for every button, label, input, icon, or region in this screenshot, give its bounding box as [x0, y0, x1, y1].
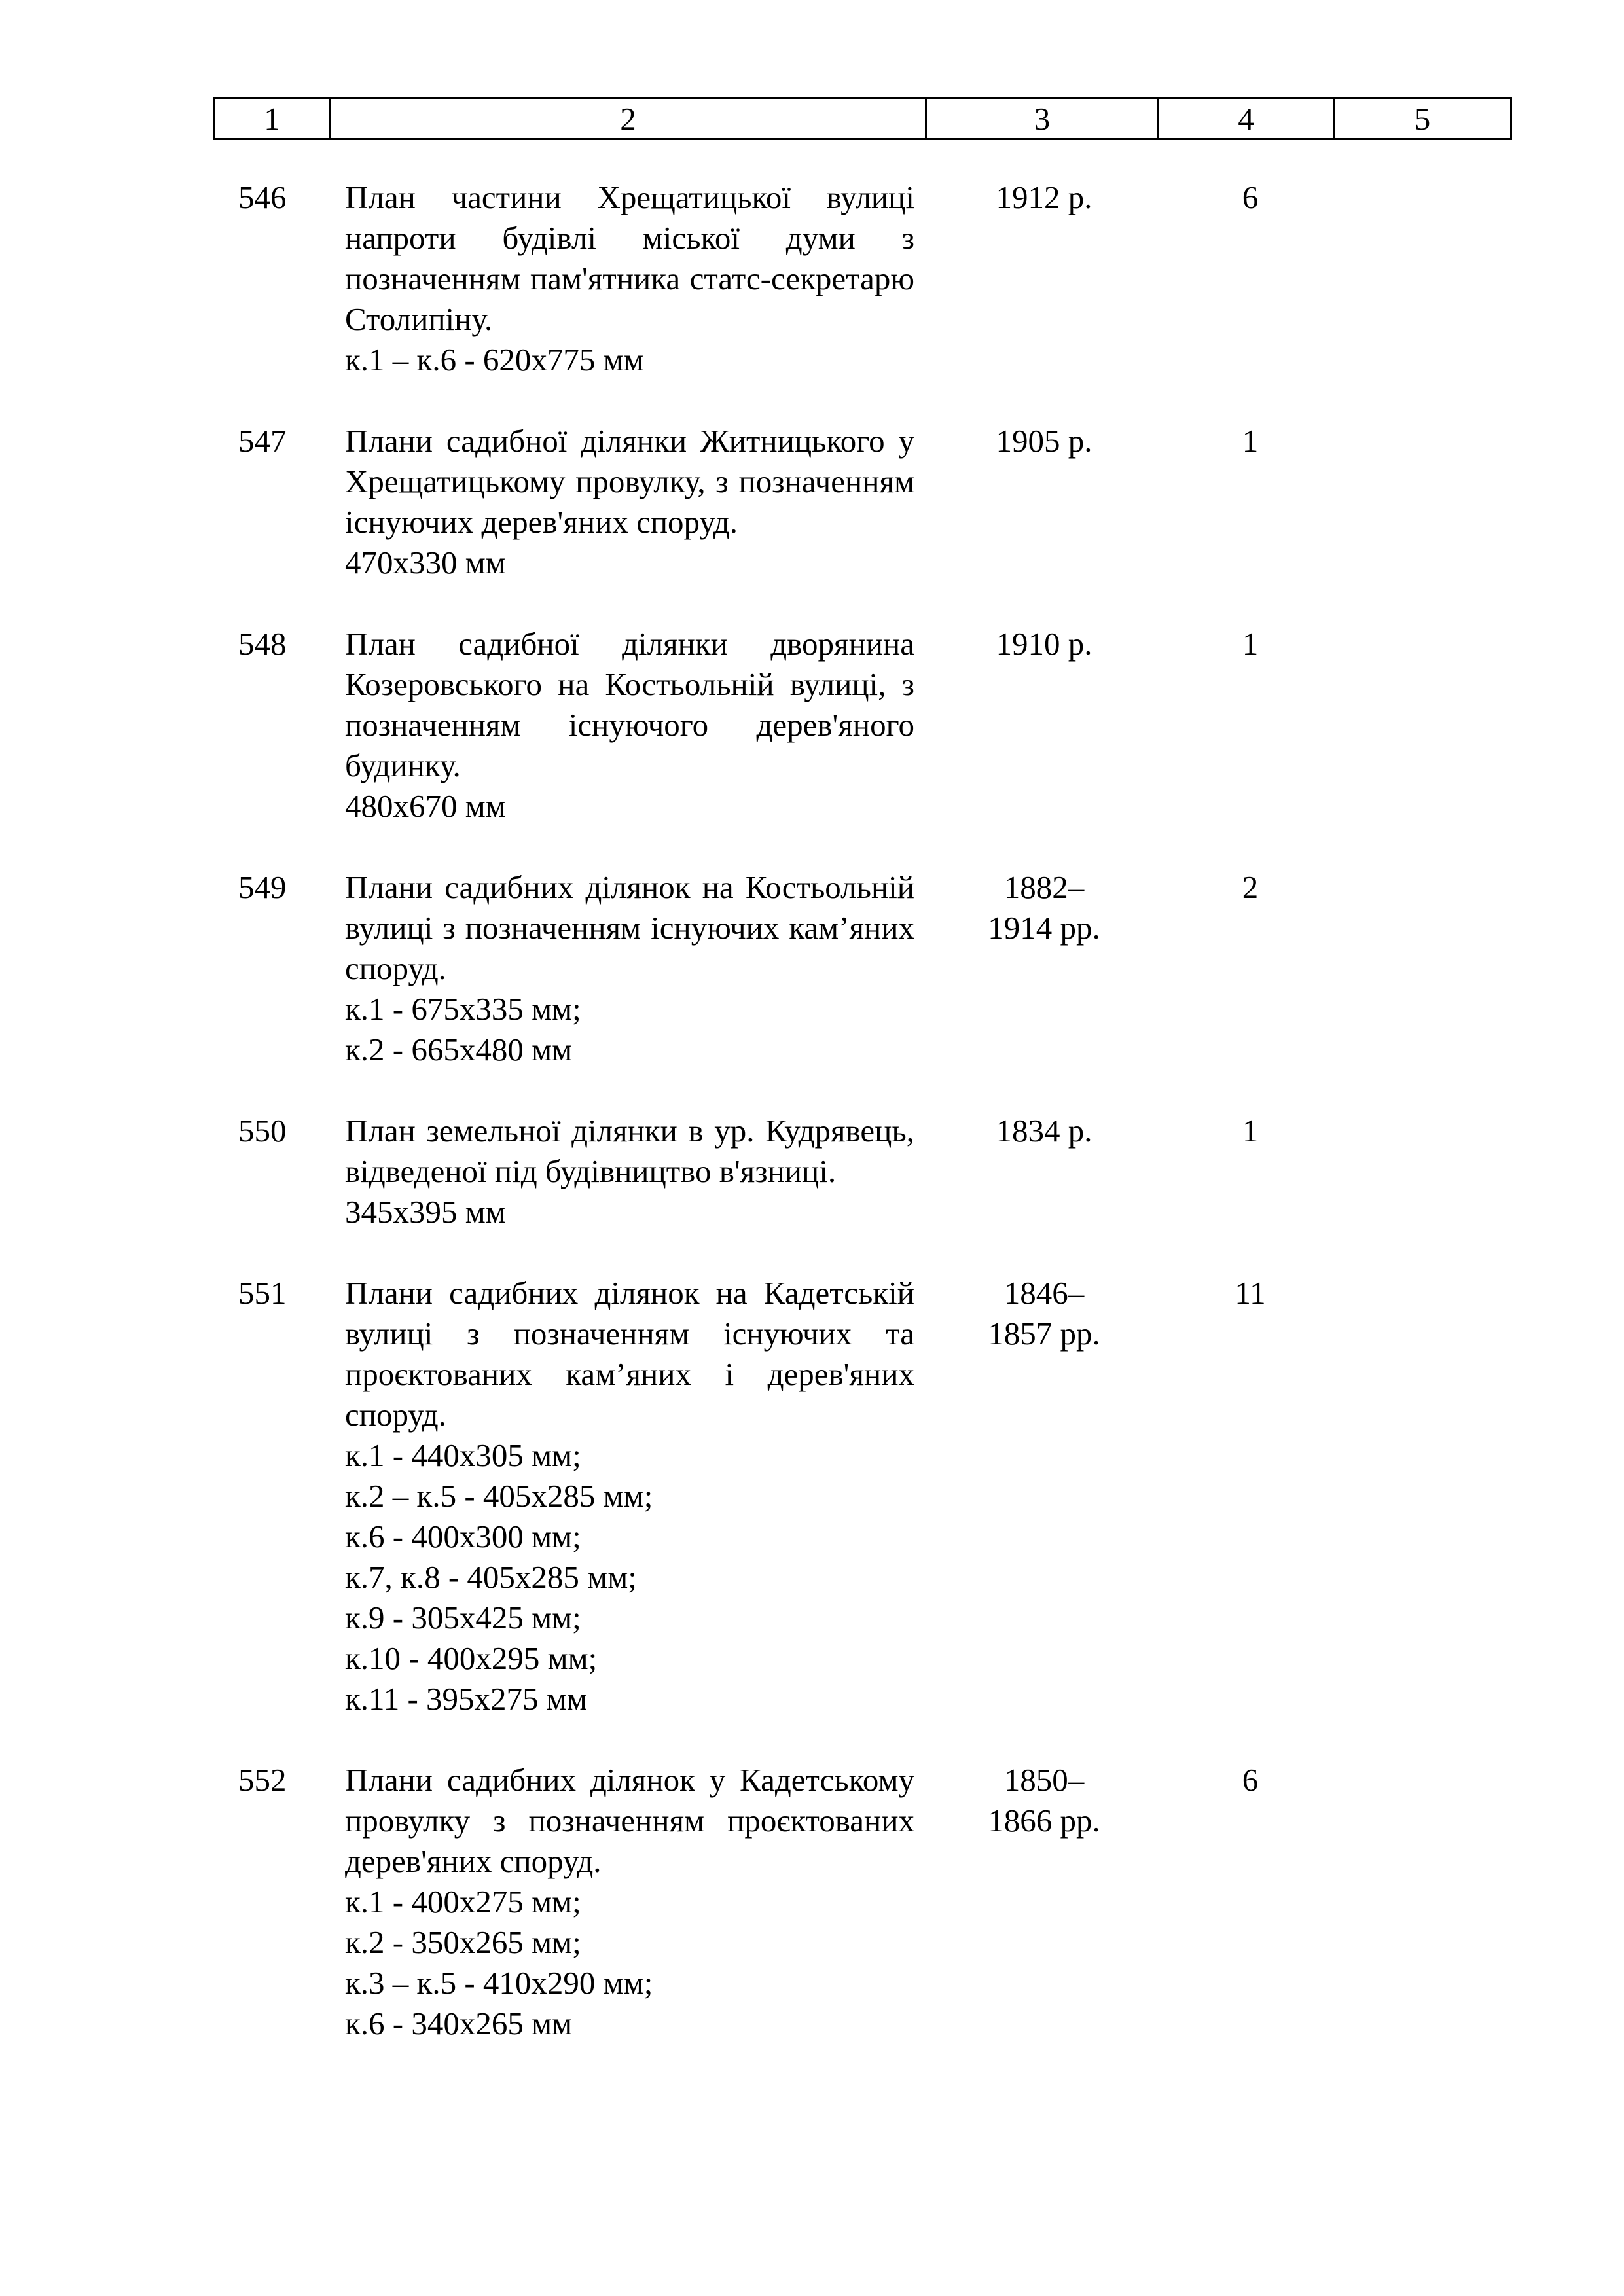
entry-description-block	[345, 867, 914, 1070]
entry-description-block	[345, 624, 914, 827]
entry-dimensions: к.9 - 305x425 мм;	[345, 1600, 581, 1636]
entry-dimensions: к.10 - 400x295 мм;	[345, 1640, 598, 1676]
entry-dimensions: 345x395 мм	[345, 1194, 506, 1230]
entry-date	[943, 624, 1146, 664]
entry-dimensions: к.1 – к.6 - 620x775 мм	[345, 342, 644, 378]
entry-dimensions: к.3 – к.5 - 410x290 мм;	[345, 1965, 653, 2001]
column-header-table	[213, 97, 1512, 140]
entry-sheet-count: 11	[1235, 1275, 1266, 1311]
entry-description-block	[345, 421, 914, 583]
entry-sheet-count: 1	[1242, 1113, 1259, 1149]
entry-sheet-count: 2	[1242, 869, 1259, 905]
entry-description-block	[345, 1273, 914, 1719]
entry-dimensions: к.1 - 440x305 мм;	[345, 1437, 581, 1473]
entry-description: Плани садибних ділянок у Кадетському провулку з позначенням проєктованих дерев'яних споруд.	[345, 1762, 914, 1879]
entry-date-line: 1834 р.	[996, 1113, 1092, 1149]
entry-date	[943, 867, 1146, 948]
entry-dimensions: к.7, к.8 - 405x285 мм;	[345, 1559, 637, 1595]
column-header-5: 5	[1334, 98, 1511, 139]
entry-date	[943, 1111, 1146, 1151]
catalog-entry	[0, 867, 1624, 1070]
entry-dimensions: к.2 - 350x265 мм;	[345, 1924, 581, 1960]
entry-number: 546	[238, 179, 287, 215]
entry-dimensions: к.6 - 340x265 мм	[345, 2005, 573, 2041]
entry-date	[943, 1760, 1146, 1841]
entry-description: Плани садибних ділянок на Кадетській вулиці з позначенням існуючих та проєктованих кам’яних і дерев'яних споруд.	[345, 1275, 914, 1433]
entry-description-block	[345, 1760, 914, 2044]
column-header-3: 3	[926, 98, 1159, 139]
column-header-2: 2	[331, 98, 926, 139]
entry-date	[943, 421, 1146, 461]
entry-number: 547	[238, 423, 287, 459]
entry-date-line: 1912 р.	[996, 179, 1092, 215]
entry-date	[943, 177, 1146, 218]
catalog-entry	[0, 624, 1624, 827]
entry-date-line: 1882–	[1003, 869, 1085, 905]
entry-dimensions: 470x330 мм	[345, 545, 506, 581]
catalog-entries	[0, 177, 1624, 2044]
entry-description: План земельної ділянки в ур. Кудрявець, відведеної під будівництво в'язниці.	[345, 1113, 914, 1189]
entry-date-line: 1846–	[1003, 1275, 1085, 1311]
catalog-entry	[0, 1760, 1624, 2044]
entry-dimensions: к.1 - 675x335 мм;	[345, 991, 581, 1027]
entry-dimensions: к.6 - 400x300 мм;	[345, 1518, 581, 1554]
entry-date	[943, 1273, 1146, 1354]
column-header-4: 4	[1159, 98, 1334, 139]
entry-number: 549	[238, 869, 287, 905]
catalog-entry	[0, 421, 1624, 583]
entry-description-block	[345, 177, 914, 380]
entry-date-line: 1857 рр.	[988, 1316, 1100, 1352]
entry-number: 550	[238, 1113, 287, 1149]
entry-dimensions: 480x670 мм	[345, 788, 506, 824]
entry-description: Плани садибних ділянок на Костьольній вулиці з позначенням існуючих кам’яних споруд.	[345, 869, 914, 986]
entry-number: 548	[238, 626, 287, 662]
catalog-entry	[0, 177, 1624, 380]
column-header-1: 1	[214, 98, 331, 139]
catalog-entry	[0, 1273, 1624, 1719]
entry-sheet-count: 6	[1242, 179, 1259, 215]
entry-sheet-count: 6	[1242, 1762, 1259, 1798]
entry-date-line: 1910 р.	[996, 626, 1092, 662]
catalog-entry	[0, 1111, 1624, 1232]
entry-dimensions: к.2 - 665x480 мм	[345, 1031, 573, 1067]
entry-dimensions: к.1 - 400x275 мм;	[345, 1884, 581, 1920]
entry-sheet-count: 1	[1242, 626, 1259, 662]
column-header-row	[214, 98, 1511, 139]
entry-date-line: 1866 рр.	[988, 1803, 1100, 1839]
entry-date-line: 1850–	[1003, 1762, 1085, 1798]
entry-number: 551	[238, 1275, 287, 1311]
entry-date-line: 1914 рр.	[988, 910, 1100, 946]
entry-description: Плани садибної ділянки Житницького у Хрещатицькому провулку, з позначенням існуючих дерев'яних споруд.	[345, 423, 914, 540]
entry-description-block	[345, 1111, 914, 1232]
entry-sheet-count: 1	[1242, 423, 1259, 459]
entry-dimensions: к.2 – к.5 - 405x285 мм;	[345, 1478, 653, 1514]
entry-date-line: 1905 р.	[996, 423, 1092, 459]
entry-description: План частини Хрещатицької вулиці напроти будівлі міської думи з позначенням пам'ятника статс-секретарю Столипіну.	[345, 179, 914, 337]
entry-number: 552	[238, 1762, 287, 1798]
entry-description: План садибної ділянки дворянина Козеровського на Костьольній вулиці, з позначенням існуючого дерев'яного будинку.	[345, 626, 914, 783]
entry-dimensions: к.11 - 395x275 мм	[345, 1681, 587, 1717]
